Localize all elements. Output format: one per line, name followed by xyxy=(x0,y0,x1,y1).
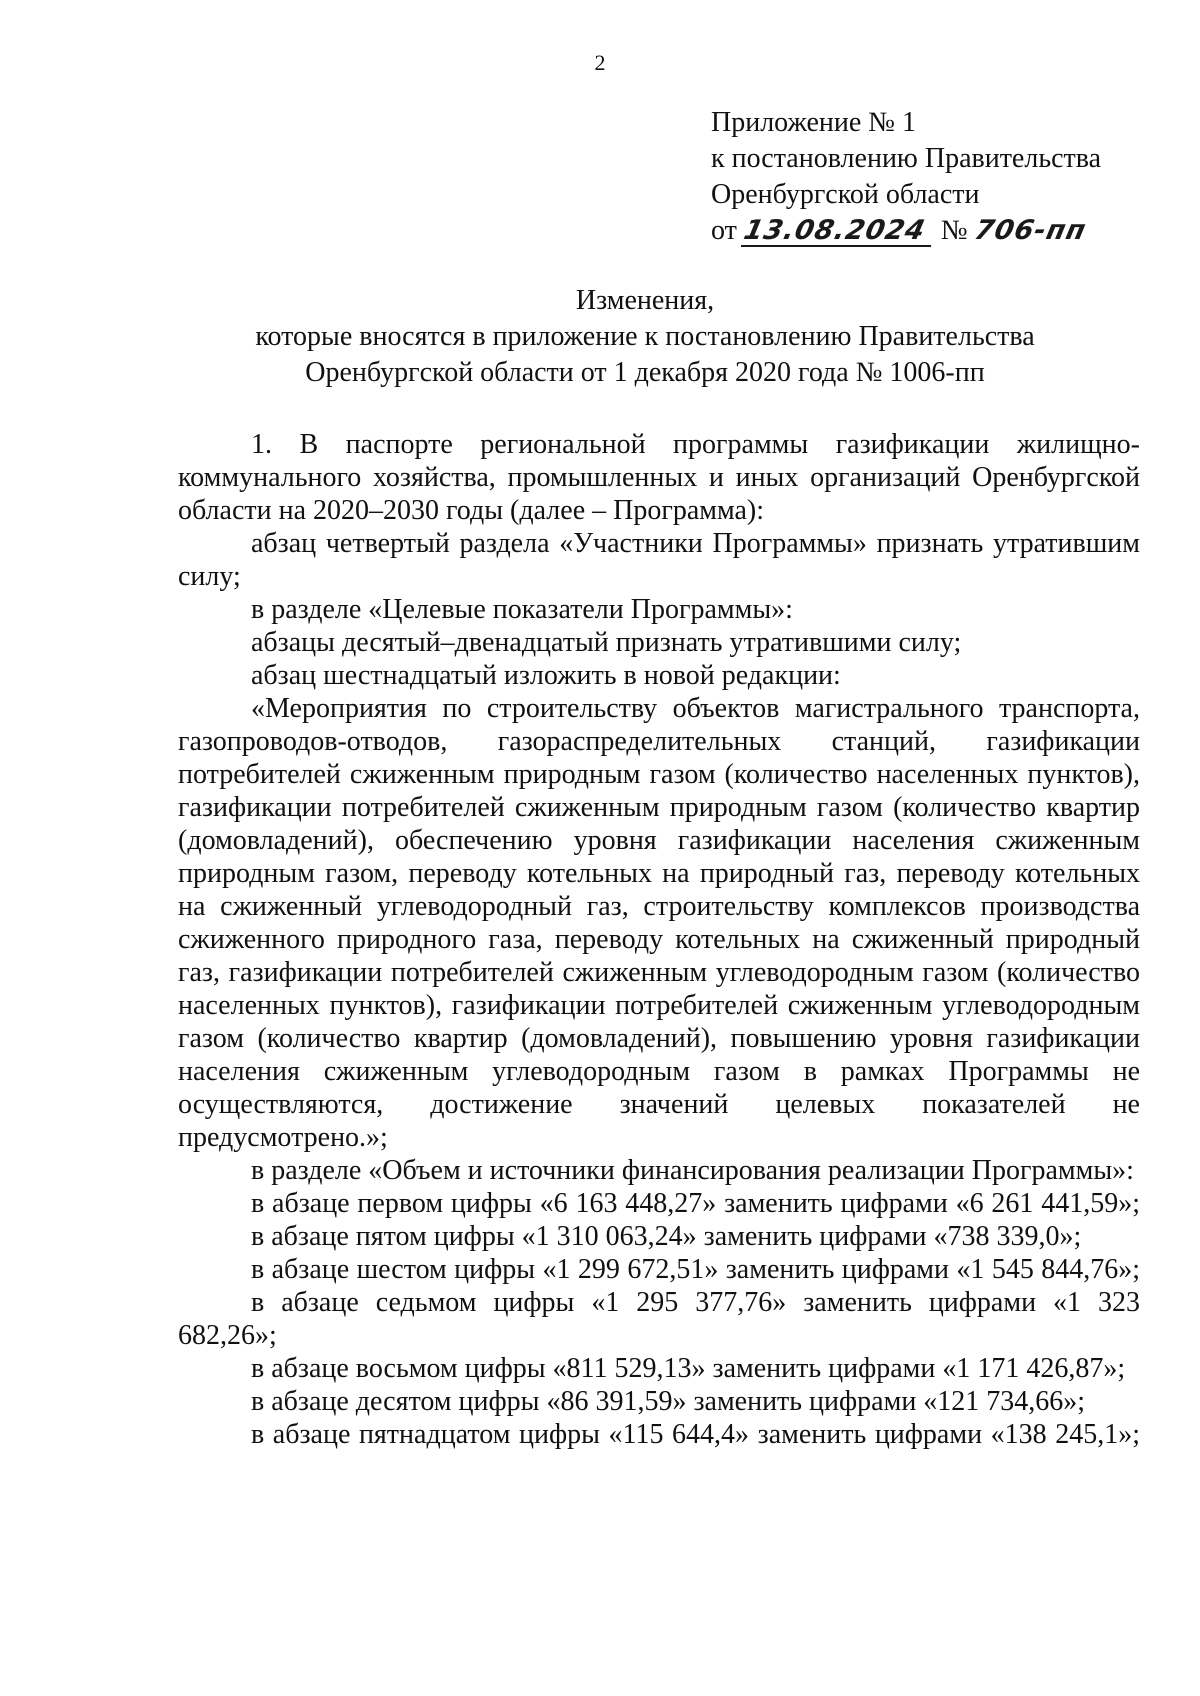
paragraph: 1. В паспорте региональной программы газификации жилищно-коммунального хозяйства, промышленных и иных организаций Оренбургской области на 2020–2030 годы (далее – Программа): xyxy=(178,429,1140,526)
paragraph: «Мероприятия по строительству объектов магистрального транспорта, газопроводов-отводов, газораспределительных станций, газификации потребителей сжиженным природным газом (количество населенных пунктов), газификации потребителей сжиженным природным газом (количество квартир (домовладений), обеспечению уровня газификации населения сжиженным природным газом, переводу котельных на природный газ, переводу котельных на сжиженный углеводородный газ, строительству комплексов производства сжиженного природного газа, переводу котельных на сжиженный природный газ, газификации потребителей сжиженным углеводородным газом (количество населенных пунктов), газификации потребителей сжиженным углеводородным газом (количество квартир (домовладений), повышению уровня газификации населения сжиженным углеводородным газом в рамках Программы не осуществляются, достижение значений целевых показателей не предусмотрено.»; xyxy=(178,693,1140,1153)
from-label: от xyxy=(711,215,737,246)
paragraph: в абзаце пятом цифры «1 310 063,24» заменить цифрами «738 339,0»; xyxy=(251,1221,1082,1252)
paragraph: в абзаце первом цифры «6 163 448,27» заменить цифрами «6 261 441,59»; xyxy=(251,1188,1140,1219)
title-line-3: Оренбургской области от 1 декабря 2020 года № 1006-пп xyxy=(305,357,985,388)
handwritten-date: 13.08.2024 xyxy=(741,217,937,247)
appendix-header xyxy=(711,105,1171,249)
handwritten-number: 706-пп xyxy=(971,215,1089,246)
appendix-line-2: к постановлению Правительства xyxy=(711,143,1102,174)
paragraph: в абзаце пятнадцатом цифры «115 644,4» заменить цифрами «138 245,1»; xyxy=(251,1419,1140,1450)
appendix-line-1: Приложение № 1 xyxy=(711,107,916,138)
paragraph: в разделе «Объем и источники финансирования реализации Программы»: xyxy=(251,1155,1134,1186)
page-number: 2 xyxy=(594,50,606,75)
appendix-date-line xyxy=(711,213,1171,249)
paragraph: абзацы десятый–двенадцатый признать утратившими силу; xyxy=(251,627,962,658)
document-body xyxy=(178,428,1140,1451)
paragraph: в абзаце десятом цифры «86 391,59» заменить цифрами «121 734,66»; xyxy=(251,1386,1086,1417)
appendix-line-3: Оренбургской области xyxy=(711,179,980,210)
document-title xyxy=(180,283,1110,391)
number-label: № xyxy=(940,215,968,246)
paragraph: в абзаце восьмом цифры «811 529,13» заменить цифрами «1 171 426,87»; xyxy=(251,1353,1126,1384)
paragraph: абзац шестнадцатый изложить в новой редакции: xyxy=(251,660,841,691)
paragraph: в абзаце шестом цифры «1 299 672,51» заменить цифрами «1 545 844,76»; xyxy=(251,1254,1140,1285)
paragraph: в абзаце седьмом цифры «1 295 377,76» заменить цифрами «1 323 682,26»; xyxy=(178,1287,1140,1351)
title-line-2: которые вносятся в приложение к постановлению Правительства xyxy=(255,321,1035,352)
paragraph: абзац четвертый раздела «Участники Программы» признать утратившим силу; xyxy=(178,528,1140,592)
paragraph: в разделе «Целевые показатели Программы»: xyxy=(251,594,793,625)
title-line-1: Изменения, xyxy=(575,285,715,316)
